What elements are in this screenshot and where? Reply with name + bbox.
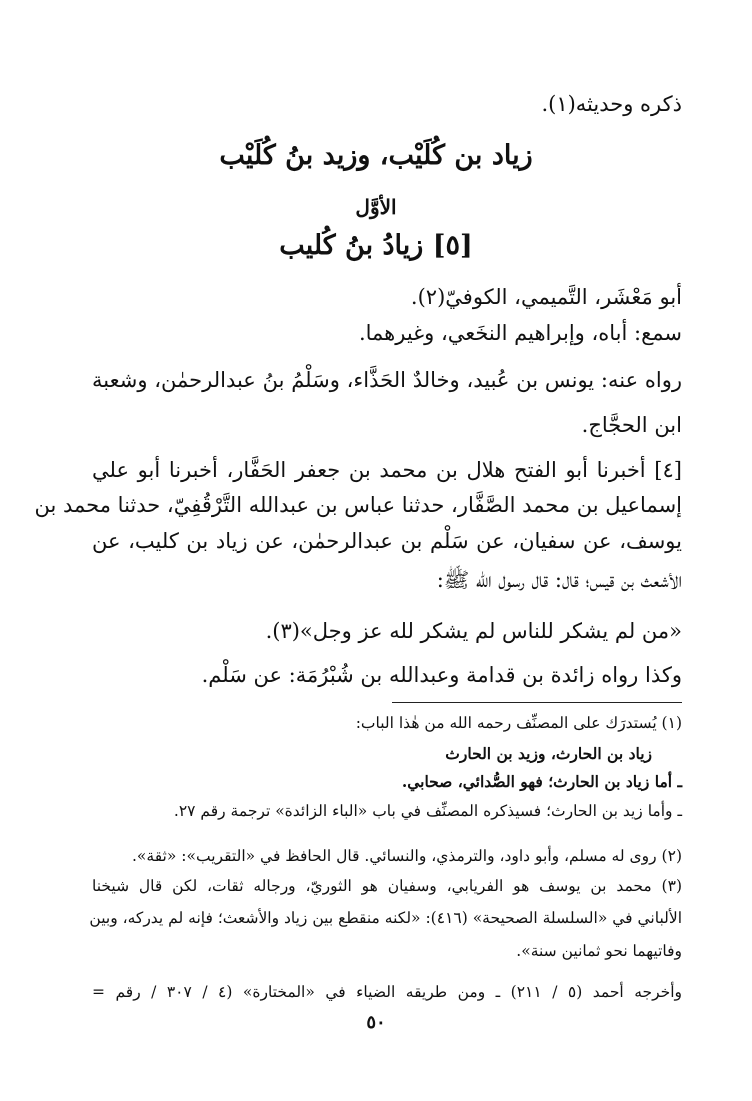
footnote-1-item: ـ وأما زيد بن الحارث؛ فسيذكره المصنِّف في باب «الباء الزائدة» ترجمة رقم ٢٧. (173, 802, 682, 820)
isnad-line-end: الأشعث بن قيس؛ قال: قال رسول الله ﷺ: (436, 568, 682, 592)
footnote-2: (٢) روى له مسلم، وأبو داود، والترمذي، والنسائي. قال الحافظ في «التقريب»: «ثقة». (132, 847, 682, 865)
section-heading: زياد بن كُلَيْب، وزيد بنُ كُلَيْب (219, 140, 533, 171)
continued-text-line: ذكره وحديثه(١). (541, 92, 682, 116)
footnote-separator (392, 702, 682, 703)
hadith-text: «من لم يشكر للناس لم يشكر لله عز وجل»(٣). (265, 619, 682, 643)
footnote-3: (٣) محمد بن يوسف هو الفريابي، وسفيان هو الثوريّ، ورجاله ثقات، لكن قال شيخنا (92, 877, 682, 895)
bio-line: أبو مَعْشَر، التَّميمي، الكوفيّ(٢). (410, 285, 682, 309)
isnad-line: يوسف، عن سفيان، عن سَلْم بن عبدالرحمٰن، عن زياد بن كليب، عن (92, 529, 682, 553)
heard-from-line: سمع: أباه، وإبراهيم النخَعي، وغيرهما. (358, 321, 682, 345)
isnad-line: إسماعيل بن محمد الصَّفَّار، حدثنا عباس بن عبدالله التَّرْقُفِيّ، حدثنا محمد بن (34, 493, 682, 517)
footnote-1: (١) يُستدرَك على المصنِّف رحمه الله من هٰذا الباب: (355, 714, 682, 732)
isnad-line: [٤] أخبرنا أبو الفتح هلال بن محمد بن جعفر الحَفَّار، أخبرنا أبو علي (92, 458, 682, 482)
narrators-line: رواه عنه: يونس بن عُبيد، وخالدٌ الحَذَّاء، وسَلْمُ بنُ عبدالرحمٰن، وشعبة (92, 368, 682, 392)
narrators-line-end: ابن الحجَّاج. (581, 413, 682, 437)
footnote-1-heading: زياد بن الحارث، وزيد بن الحارث (445, 744, 652, 763)
entry-heading: [٥] زيادُ بنُ كُليب (279, 230, 473, 261)
footnote-3-continued: وفاتيهما نحو ثمانين سنة». (516, 942, 682, 960)
page-number: ٥٠ (366, 1012, 386, 1033)
narration-note: وكذا رواه زائدة بن قدامة وعبدالله بن شُبْرُمَة: عن سَلْم. (201, 663, 682, 687)
footnote-3-continued: الألباني في «السلسلة الصحيحة» (٤١٦): «لكنه منقطع بين زياد والأشعث؛ فإنه لم يدركه، وبين (89, 909, 682, 927)
footnote-1-item: ـ أما زياد بن الحارث؛ فهو الصُّدائي، صحابي. (401, 772, 682, 791)
sub-heading-first: الأوَّل (355, 195, 397, 219)
footnote-3-continued: وأخرجه أحمد (٥ / ٢١١) ـ ومن طريقه الضياء في «المختارة» (٤ / ٣٠٧ / رقم = (92, 983, 683, 1001)
